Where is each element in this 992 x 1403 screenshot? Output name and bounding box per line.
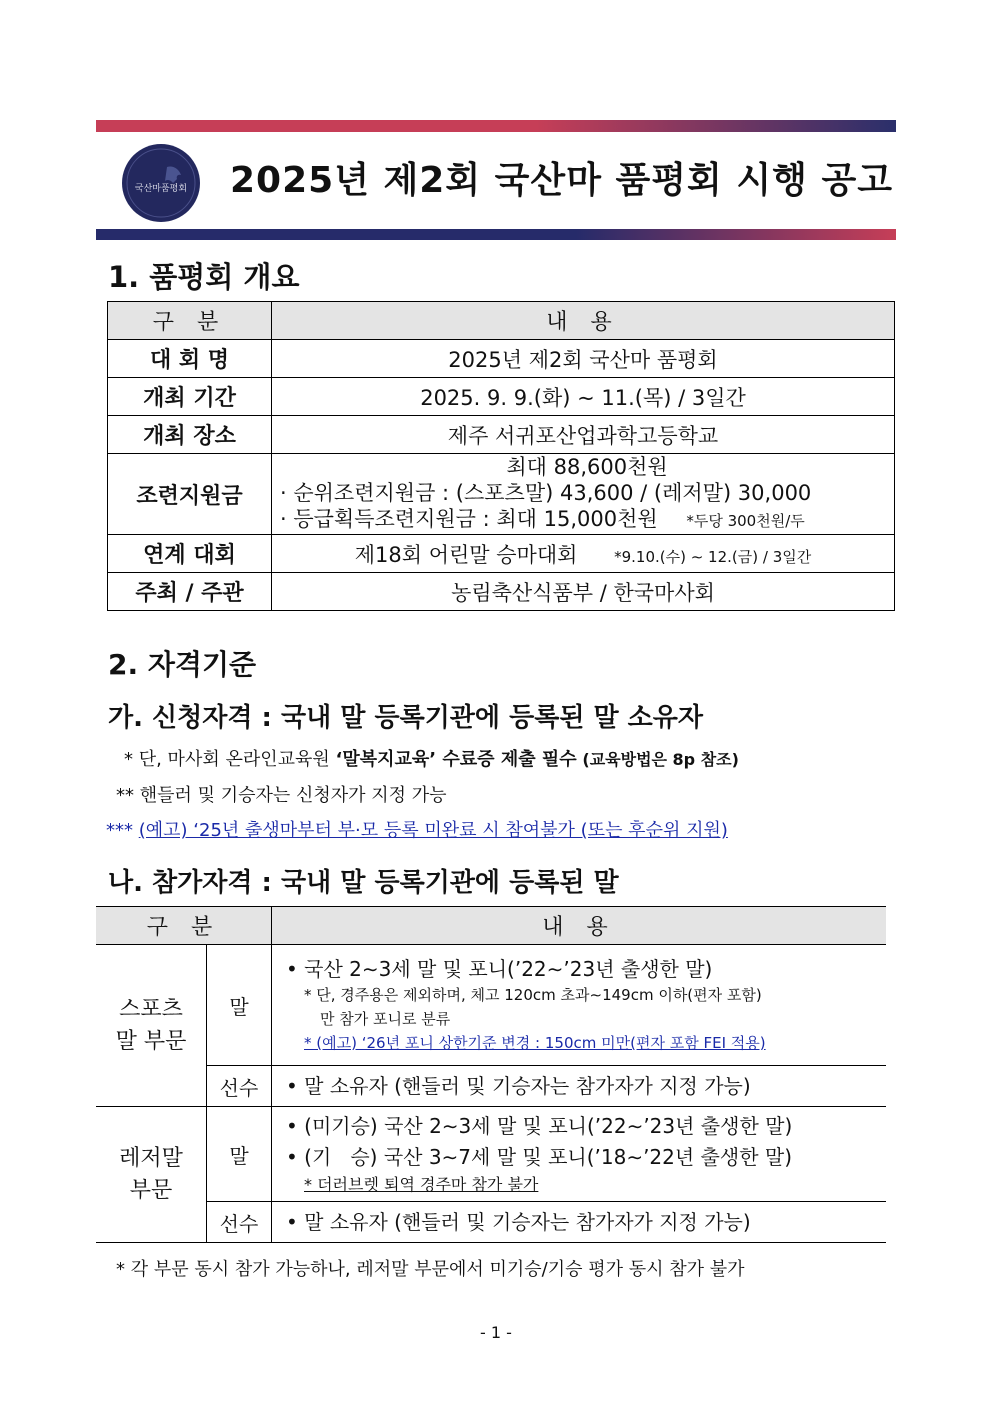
row-value: 2025. 9. 9.(화) ∼ 11.(목) / 3일간: [272, 378, 895, 416]
funds-value: [272, 454, 895, 535]
linked-event: 제18회 어린말 승마대회: [354, 542, 578, 567]
funds-line2: · 순위조련지원금 : (스포츠말) 43,600 / (레저말) 30,000: [280, 481, 812, 505]
eligibility-table: [96, 906, 886, 1243]
leisure-horse-content: [272, 1107, 887, 1202]
table-row: [108, 535, 895, 573]
table-row: [108, 340, 895, 378]
eligibility-col-division: 구 분: [96, 907, 272, 945]
header-bar-bottom: [96, 229, 896, 240]
page-number: - 1 -: [480, 1323, 512, 1342]
eligibility-col-content: 내 용: [272, 907, 887, 945]
logo-text: 국산마품평회: [134, 184, 188, 194]
sport-horse-line4: * (예고) ‘26년 포니 상한기준 변경 : 150cm 미만(편자 포함 FEI 적용): [304, 1034, 766, 1052]
note-3: [106, 816, 728, 842]
header-bar-top: [96, 120, 896, 132]
sport-player-content: • 말 소유자 (핸들러 및 기승자는 참가자가 지정 가능): [272, 1066, 887, 1107]
table-row: [108, 416, 895, 454]
table-row: [108, 573, 895, 611]
host-label: 주최 / 주관: [108, 573, 272, 611]
subsection-b-heading: 나. 참가자격 : 국내 말 등록기관에 등록된 말: [108, 868, 619, 898]
overview-table: [107, 301, 895, 611]
table-row: [108, 454, 895, 535]
linked-value: [272, 535, 895, 573]
sport-horse-label: 말: [207, 945, 272, 1066]
leisure-horse-line2: • (기 승) 국산 3∼7세 말 및 포니(’18∼’22년 출생한 말): [286, 1145, 792, 1169]
note-1: [124, 745, 739, 771]
funds-line1: 최대 88,600천원: [506, 455, 668, 479]
linked-note: *9.10.(수) ∼ 12.(금) / 3일간: [614, 547, 812, 566]
table-row: [96, 1202, 886, 1243]
section1-heading: 1. 품평회 개요: [108, 260, 300, 294]
note3-prefix: ***: [106, 820, 133, 841]
leisure-player-label: 선수: [207, 1202, 272, 1243]
eligibility-header-row: [96, 907, 886, 945]
leisure-division-label: 레저말 부문: [96, 1107, 207, 1243]
leisure-horse-line3: * 더러브렛 퇴역 경주마 참가 불가: [304, 1175, 539, 1194]
note-2: ** 핸들러 및 기승자는 신청자가 지정 가능: [116, 785, 447, 806]
funds-line3-note: *두당 300천원/두: [686, 512, 805, 530]
note1-prefix: * 단, 마사회 온라인교육원: [124, 749, 330, 770]
sport-horse-line2: * 단, 경주용은 제외하며, 체고 120cm 초과∼149cm 이하(편자 포함): [304, 986, 762, 1004]
linked-label: 연계 대회: [108, 535, 272, 573]
logo-emblem-icon: [121, 143, 201, 223]
leisure-player-content: • 말 소유자 (핸들러 및 기승자는 참가자가 지정 가능): [272, 1202, 887, 1243]
sport-division-label: 스포츠말 부문: [96, 945, 207, 1107]
sport-player-label: 선수: [207, 1066, 272, 1107]
sport-horse-content: [272, 945, 887, 1066]
row-label: 개최 장소: [108, 416, 272, 454]
overview-header-row: [108, 302, 895, 340]
note1-bold: ‘말복지교육’ 수료증 제출 필수: [335, 749, 577, 770]
subsection-a-heading: 가. 신청자격 : 국내 말 등록기관에 등록된 말 소유자: [108, 703, 704, 733]
row-value: 제주 서귀포산업과학고등학교: [272, 416, 895, 454]
page-title: 2025년 제2회 국산마 품평회 시행 공고: [230, 160, 893, 201]
funds-line3: · 등급획득조련지원금 : 최대 15,000천원: [280, 507, 658, 531]
eligibility-footnote: * 각 부문 동시 참가 가능하나, 레저말 부문에서 미기승/기승 평가 동시 참가 불가: [116, 1259, 745, 1280]
table-row: [96, 945, 886, 1066]
row-label: 대 회 명: [108, 340, 272, 378]
table-row: [96, 1066, 886, 1107]
row-label: 개최 기간: [108, 378, 272, 416]
leisure-horse-label: 말: [207, 1107, 272, 1202]
sport-horse-line1: • 국산 2∼3세 말 및 포니(’22∼’23년 출생한 말): [286, 957, 713, 981]
table-row: [108, 378, 895, 416]
table-row: [96, 1107, 886, 1202]
sport-horse-line3: 만 참가 포니로 분류: [320, 1010, 451, 1028]
funds-label: 조련지원금: [108, 454, 272, 535]
host-value: 농림축산식품부 / 한국마사회: [272, 573, 895, 611]
leisure-horse-line1: • (미기승) 국산 2∼3세 말 및 포니(’22∼’23년 출생한 말): [286, 1114, 793, 1138]
note1-suffix: (교육방법은 8p 참조): [582, 750, 739, 769]
note3-text: (예고) ‘25년 출생마부터 부·모 등록 미완료 시 참여불가 (또는 후순위 지원): [138, 820, 728, 841]
overview-col-division: 구 분: [108, 302, 272, 340]
overview-col-content: 내 용: [272, 302, 895, 340]
row-value: 2025년 제2회 국산마 품평회: [272, 340, 895, 378]
section2-heading: 2. 자격기준: [108, 648, 257, 681]
